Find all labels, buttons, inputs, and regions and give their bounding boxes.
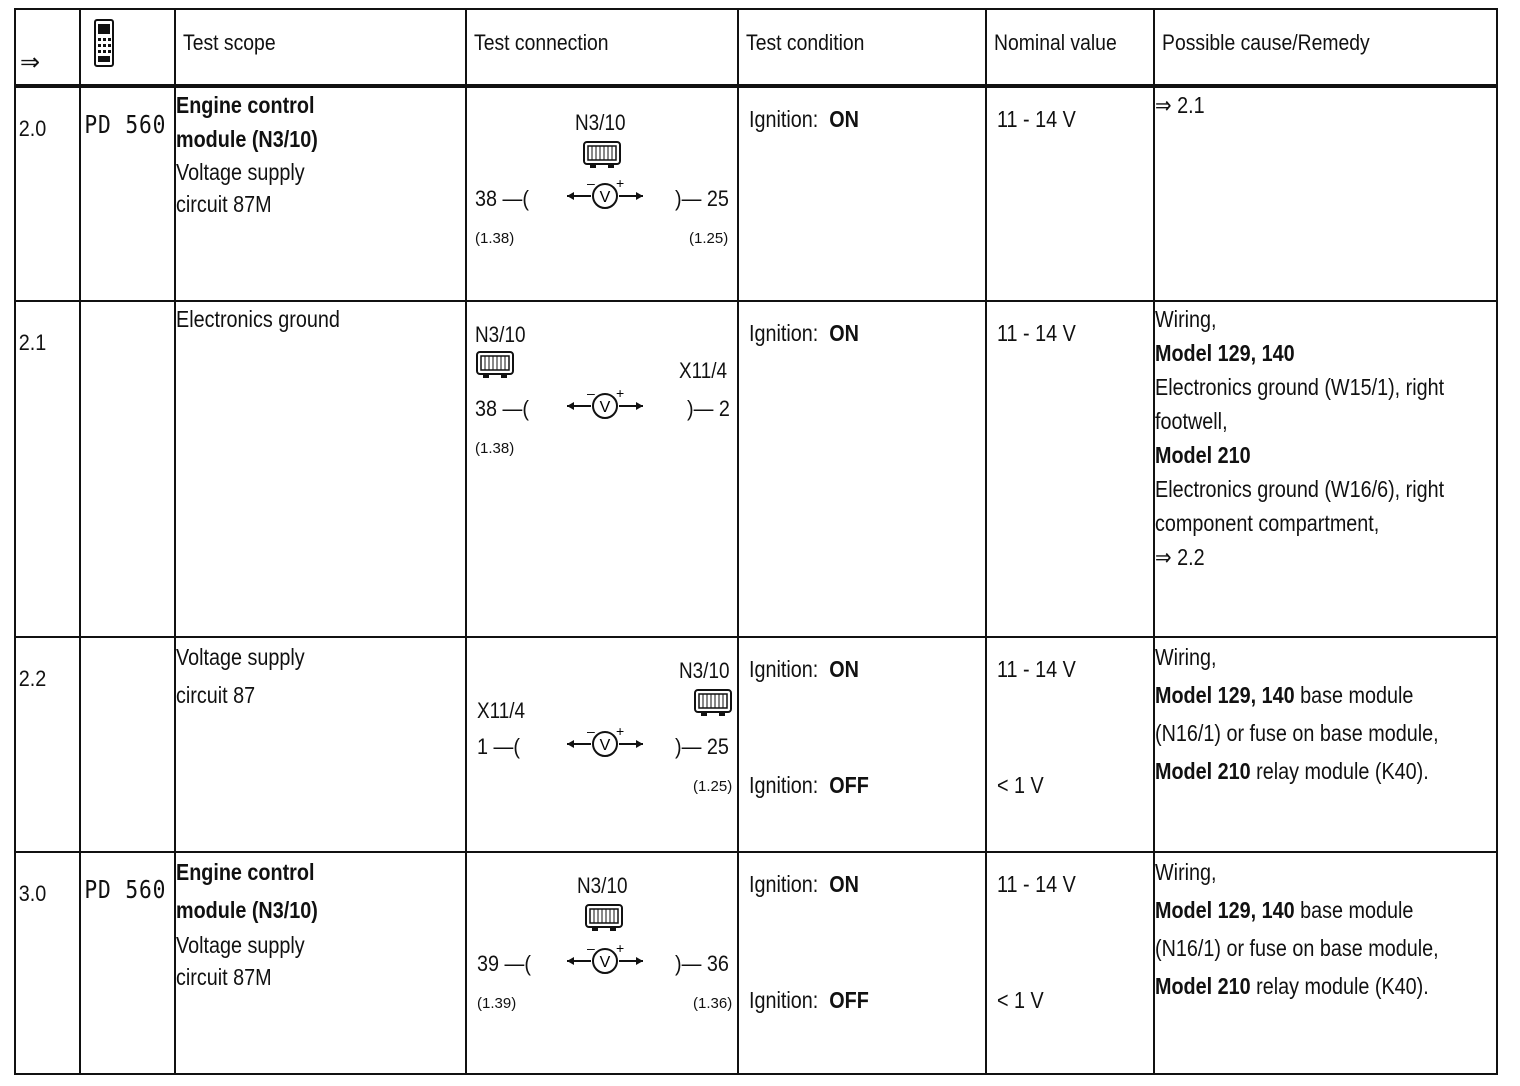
voltmeter-icon <box>565 943 645 977</box>
test-connection-cell <box>466 852 738 1074</box>
table-row <box>15 86 1497 301</box>
connection-diagram <box>467 302 737 636</box>
voltmeter-icon <box>565 388 645 422</box>
connection-diagram <box>467 638 737 851</box>
right-pin-sub: (1.36) <box>693 995 733 1012</box>
left-pin: 1 —( <box>477 734 520 759</box>
test-condition-cell: Ignition: ON <box>738 86 986 301</box>
test-connection-cell <box>466 637 738 852</box>
test-connection-cell <box>466 86 738 301</box>
header-tester-cell <box>80 9 175 86</box>
fault-code: PD 560 <box>84 110 167 139</box>
right-pin-sub: (1.25) <box>693 778 733 795</box>
table-row <box>15 301 1497 637</box>
component-label: N3/10 <box>577 873 628 898</box>
test-condition-cell: Ignition: ON Ignition: OFF <box>738 852 986 1074</box>
svg-text:–: – <box>587 178 595 191</box>
header-arrow-cell <box>15 9 80 86</box>
left-component-label: X11/4 <box>477 698 526 723</box>
ecu-connector-icon <box>582 140 622 170</box>
test-table <box>14 8 1498 1075</box>
ecu-connector-icon <box>475 350 515 380</box>
nominal-value-cell: 11 - 14 V <box>986 86 1154 301</box>
nominal-value-cell: 11 - 14 V < 1 V <box>986 852 1154 1074</box>
test-connection-cell <box>466 301 738 637</box>
svg-text:V: V <box>599 954 611 971</box>
component-label: N3/10 <box>679 658 730 683</box>
table-row <box>15 637 1497 852</box>
svg-text:+: + <box>616 726 625 739</box>
header-cause-remedy: Possible cause/Remedy <box>1154 9 1497 86</box>
ecu-connector-icon <box>584 903 624 933</box>
svg-text:–: – <box>587 388 595 401</box>
step-number: 2.1 <box>18 330 47 355</box>
right-pin: )— 36 <box>675 951 729 976</box>
header-row <box>15 9 1497 86</box>
header-nominal-value: Nominal value <box>986 9 1154 86</box>
nominal-value-cell: 11 - 14 V < 1 V <box>986 637 1154 852</box>
table-row <box>15 852 1497 1074</box>
svg-text:V: V <box>599 399 611 416</box>
step-number: 3.0 <box>18 881 47 906</box>
svg-text:V: V <box>599 737 611 754</box>
test-scope-cell: Engine control module (N3/10) Voltage supply circuit 87M <box>175 852 466 1074</box>
right-pin: )— 25 <box>675 734 729 759</box>
svg-text:+: + <box>616 943 625 956</box>
svg-text:+: + <box>616 388 625 401</box>
cause-remedy-cell: Wiring, Model 129, 140 Electronics ground (W15/1), right footwell, Model 210 Electronics ground (W16/6), right component compartment, ⇒ 2.2 <box>1154 301 1497 637</box>
fault-code: PD 560 <box>84 875 167 904</box>
header-arrow: ⇒ <box>20 49 41 76</box>
step-number: 2.0 <box>18 116 47 141</box>
connection-diagram <box>467 88 737 300</box>
nominal-value-cell: 11 - 14 V <box>986 301 1154 637</box>
header-test-scope: Test scope <box>175 9 466 86</box>
connection-diagram <box>467 853 737 1073</box>
left-pin-sub: (1.39) <box>477 995 517 1012</box>
voltmeter-icon <box>565 178 645 212</box>
left-pin: 39 —( <box>477 951 531 976</box>
cause-remedy-cell: Wiring, Model 129, 140 base module (N16/1) or fuse on base module, Model 210 relay module (K40). <box>1154 637 1497 852</box>
left-pin: 38 —( <box>475 396 529 421</box>
ecu-connector-icon <box>693 688 733 718</box>
test-scope-cell: Engine control module (N3/10) Voltage supply circuit 87M <box>175 86 466 301</box>
test-scope-cell: Electronics ground <box>175 301 466 637</box>
svg-text:+: + <box>616 178 625 191</box>
header-test-condition: Test condition <box>738 9 986 86</box>
cause-remedy-cell: ⇒ 2.1 <box>1154 86 1497 301</box>
right-component-label: X11/4 <box>679 358 728 383</box>
left-pin: 38 —( <box>475 186 529 211</box>
right-pin: )— 25 <box>675 186 729 211</box>
header-test-connection: Test connection <box>466 9 738 86</box>
svg-text:–: – <box>587 943 595 956</box>
svg-text:–: – <box>587 726 595 739</box>
component-label: N3/10 <box>475 322 526 347</box>
left-pin-sub: (1.38) <box>475 440 515 457</box>
handheld-tester-icon <box>93 18 115 68</box>
test-condition-cell: Ignition: ON <box>738 301 986 637</box>
component-label: N3/10 <box>575 110 626 135</box>
left-pin-sub: (1.38) <box>475 230 515 247</box>
test-condition-cell: Ignition: ON Ignition: OFF <box>738 637 986 852</box>
step-number: 2.2 <box>18 666 47 691</box>
svg-text:V: V <box>599 189 611 206</box>
test-scope-cell: Voltage supply circuit 87 <box>175 637 466 852</box>
cause-remedy-cell: Wiring, Model 129, 140 base module (N16/1) or fuse on base module, Model 210 relay module (K40). <box>1154 852 1497 1074</box>
right-pin: )— 2 <box>687 396 730 421</box>
right-pin-sub: (1.25) <box>689 230 729 247</box>
voltmeter-icon <box>565 726 645 760</box>
